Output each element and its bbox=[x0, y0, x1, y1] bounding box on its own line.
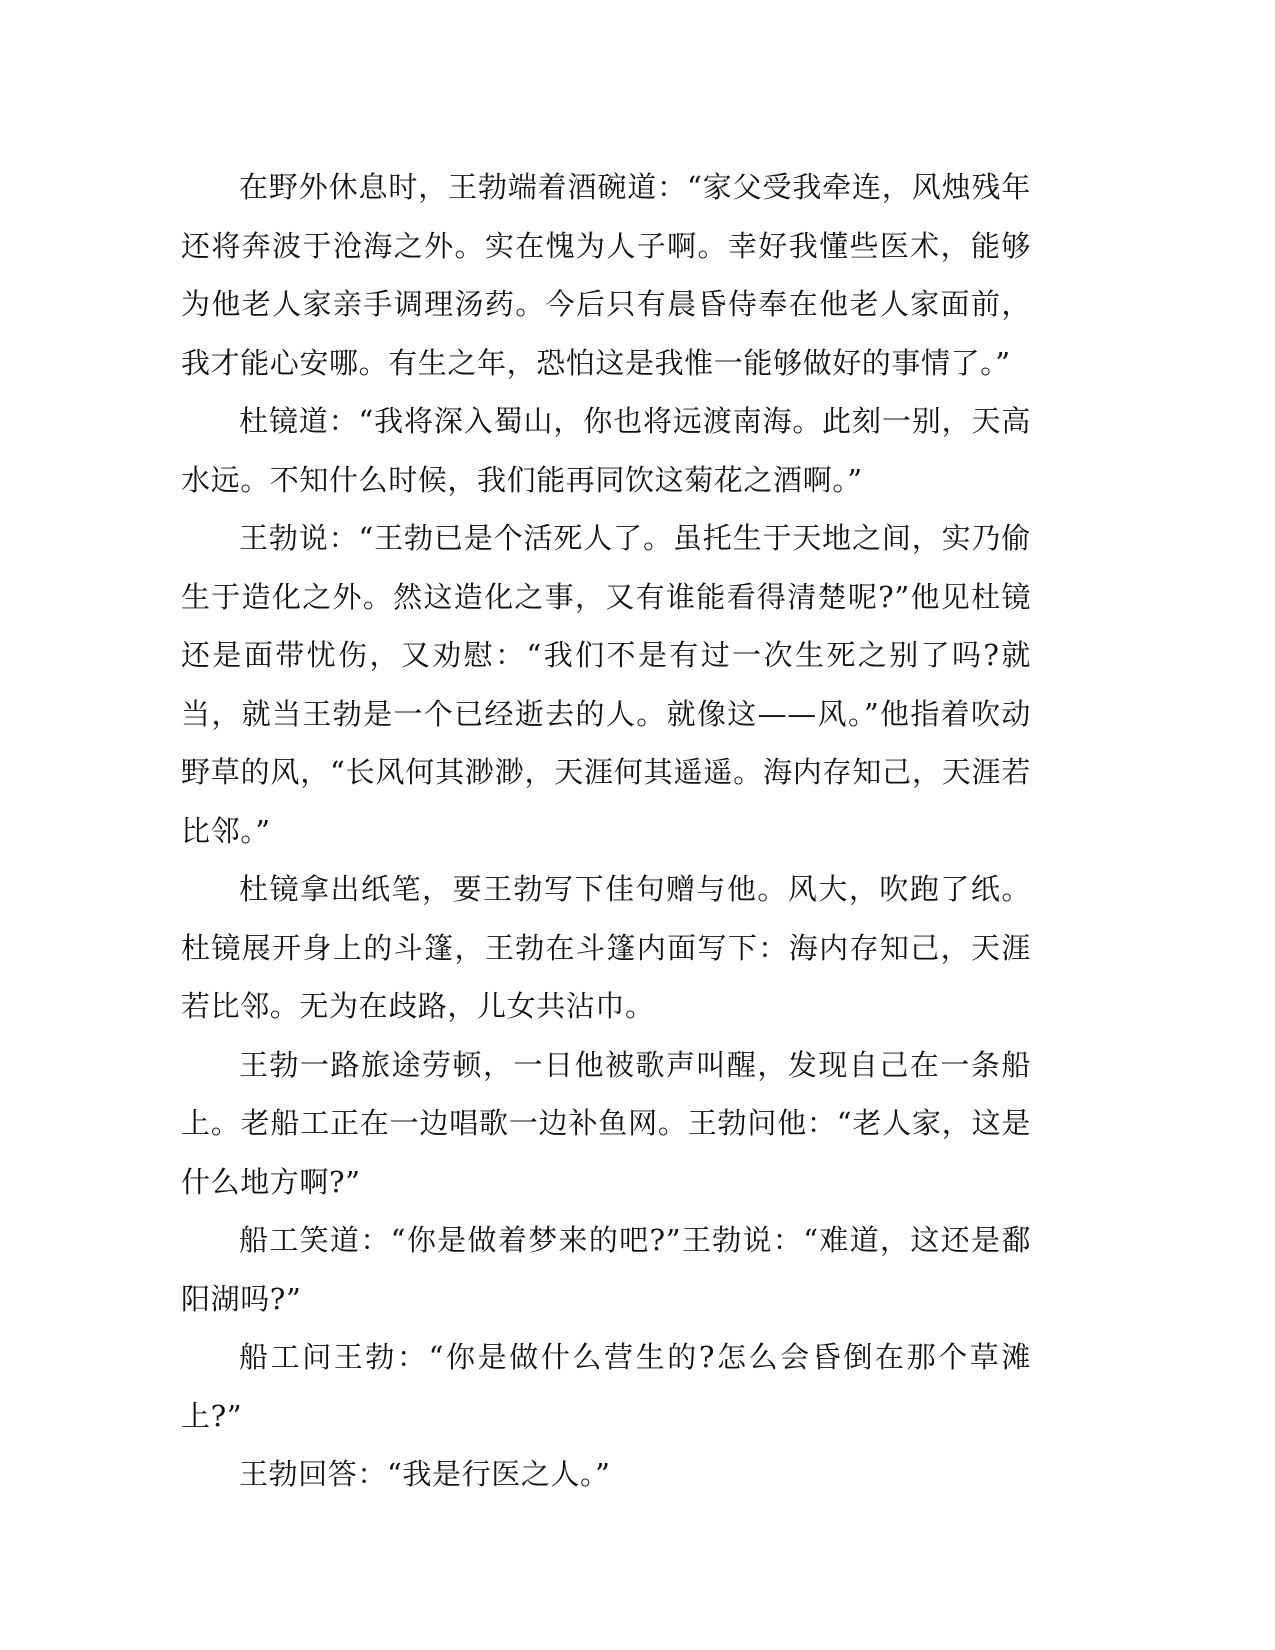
paragraph: 船工笑道：“你是做着梦来的吧?”王勃说：“难道，这还是鄱阳湖吗?” bbox=[181, 1223, 1031, 1316]
paragraph: 王勃说：“王勃已是个活死人了。虽托生于天地之间，实乃偷生于造化之外。然这造化之事，又有谁能看得清楚呢?”他见杜镜还是面带忧伤，又劝慰：“我们不是有过一次生死之别了吗?就当，就当王勃是一个已经逝去的人。就像这——风。”他指着吹动野草的风，“长风何其渺渺，天涯何其遥遥。海内存知己，天涯若比邻。” bbox=[181, 521, 1031, 848]
paragraph: 在野外休息时，王勃端着酒碗道：“家父受我牵连，风烛残年还将奔波于沧海之外。实在愧为人子啊。幸好我懂些医术，能够为他老人家亲手调理汤药。今后只有晨昏侍奉在他老人家面前，我才能心安哪。有生之年，恐怕这是我惟一能够做好的事情了。” bbox=[181, 170, 1031, 380]
paragraph: 船工问王勃：“你是做什么营生的?怎么会昏倒在那个草滩上?” bbox=[181, 1340, 1031, 1433]
document-body bbox=[181, 158, 1031, 1504]
paragraph: 王勃回答：“我是行医之人。” bbox=[239, 1457, 611, 1491]
paragraph: 杜镜拿出纸笔，要王勃写下佳句赠与他。风大，吹跑了纸。杜镜展开身上的斗篷，王勃在斗篷内面写下：海内存知己，天涯若比邻。无为在歧路，儿女共沾巾。 bbox=[181, 872, 1031, 1023]
paragraph: 王勃一路旅途劳顿，一日他被歌声叫醒，发现自己在一条船上。老船工正在一边唱歌一边补鱼网。王勃问他：“老人家，这是什么地方啊?” bbox=[181, 1047, 1031, 1199]
paragraph: 杜镜道：“我将深入蜀山，你也将远渡南海。此刻一别，天高水远。不知什么时候，我们能再同饮这菊花之酒啊。” bbox=[181, 404, 1031, 497]
